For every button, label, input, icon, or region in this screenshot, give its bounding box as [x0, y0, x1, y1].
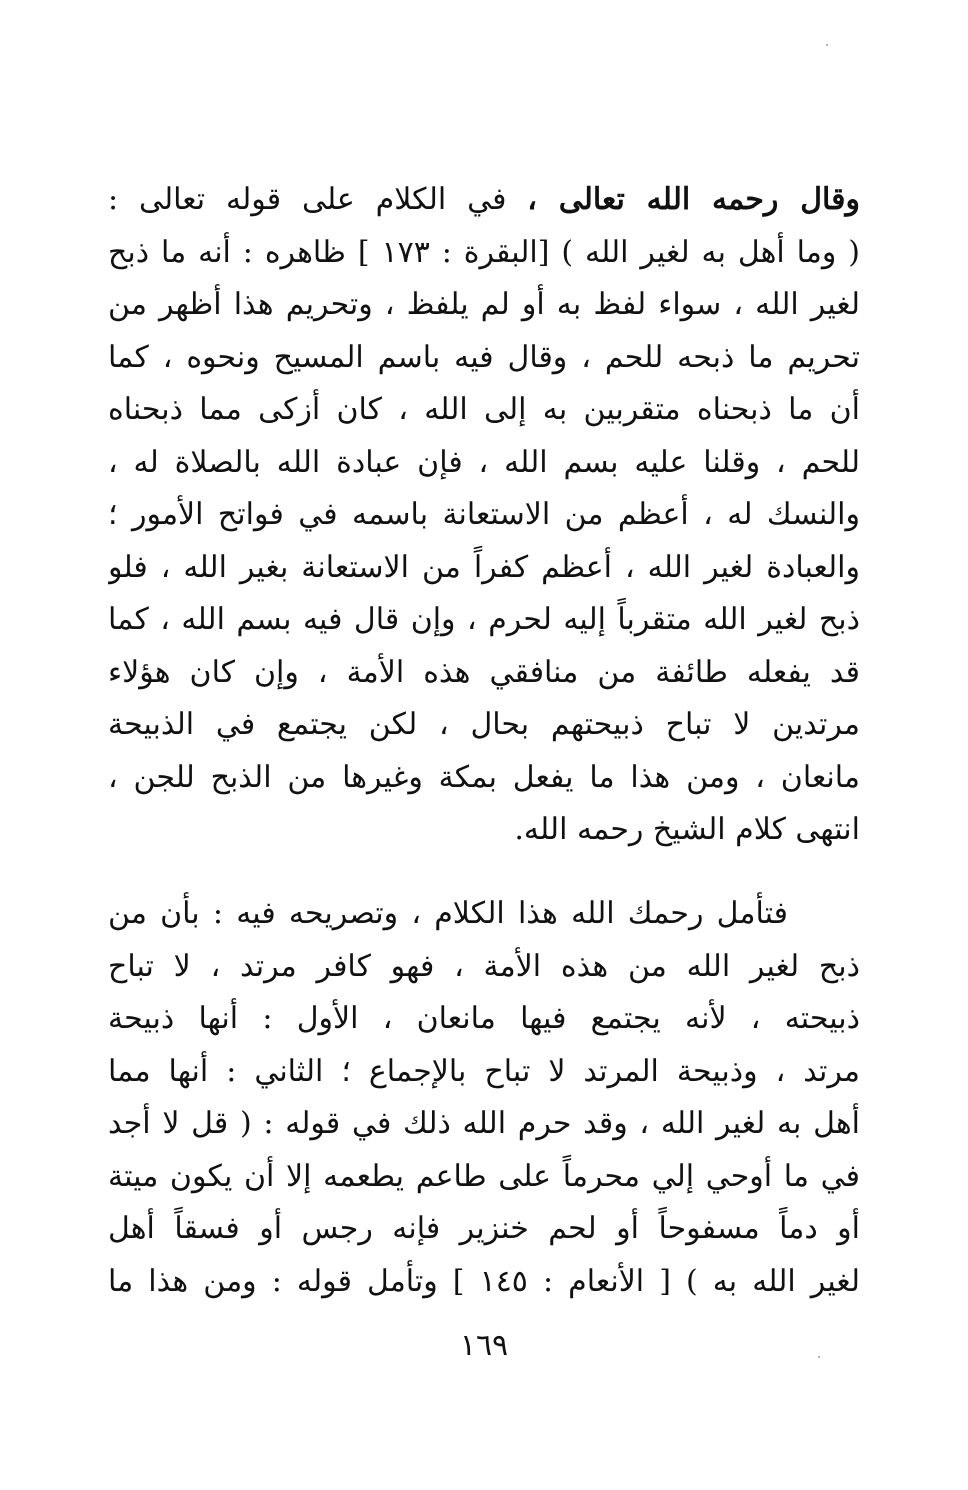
paragraph-1	[108, 174, 860, 857]
text-line: والنسك له ، أعظم من الاستعانة باسمه في فواتح الأمور ؛	[108, 497, 860, 532]
text-line: مانعان ، ومن هذا ما يفعل بمكة وغيرها من الذبح للجن ،	[108, 759, 860, 795]
text-line-rest: في الكلام على قوله تعالى :	[108, 182, 528, 217]
text-line: لغير الله به ) [ الأنعام : ١٤٥ ] وتأمل قوله : ومن هذا ما	[108, 1263, 860, 1299]
text-line: انتهى كلام الشيخ رحمه الله.	[514, 812, 860, 847]
page-number: ١٦٩	[459, 1328, 509, 1363]
text-line: لغير الله ، سواء لفظ به أو لم يلفظ ، وتحريم هذا أظهر من	[108, 287, 860, 322]
text-line: قد يفعله طائفة من منافقي هذه الأمة ، وإن كان هؤلاء	[108, 654, 860, 690]
text-line: فتأمل رحمك الله هذا الكلام ، وتصريحه فيه : بأن من	[108, 896, 788, 931]
text-line: للحم ، وقلنا عليه بسم الله ، فإن عبادة الله بالصلاة له ،	[108, 444, 860, 480]
text-line: ذبح لغير الله من هذه الأمة ، فهو كافر مرتد ، لا تباح	[108, 948, 860, 984]
text-line: أن ما ذبحناه متقربين به إلى الله ، كان أزكى مما ذبحناه	[108, 392, 860, 427]
text-line: ( وما أهل به لغير الله ) [البقرة : ١٧٣ ] ظاهره : أنه ما ذبح	[108, 234, 860, 270]
bold-lead-text: وقال رحمه الله تعالى ،	[527, 182, 860, 217]
text-line	[108, 174, 860, 227]
text-line: تحريم ما ذبحه للحم ، وقال فيه باسم المسيح ونحوه ، كما	[108, 339, 860, 375]
text-line: أو دماً مسفوحاً أو لحم خنزير فإنه رجس أو فسقاً أهل	[108, 1211, 860, 1246]
text-line: مرتد ، وذبيحة المرتد لا تباح بالإجماع ؛ الثاني : أنها مما	[108, 1053, 860, 1089]
text-line: في ما أوحي إلي محرماً على طاعم يطعمه إلا أن يكون ميتة	[108, 1158, 860, 1194]
text-line: ذبح لغير الله متقرباً إليه لحرم ، وإن قال فيه بسم الله ، كما	[108, 602, 860, 637]
text-line: أهل به لغير الله ، وقد حرم الله ذلك في قوله : ( قل لا أجد	[108, 1106, 860, 1141]
scan-speck	[826, 44, 828, 46]
text-line: والعبادة لغير الله ، أعظم كفراً من الاستعانة بغير الله ، فلو	[108, 549, 860, 585]
text-line: ذبيحته ، لأنه يجتمع فيها مانعان ، الأول : أنها ذبيحة	[108, 1001, 860, 1036]
paragraph-2	[108, 888, 860, 1308]
text-line: مرتدين لا تباح ذبيحتهم بحال ، لكن يجتمع في الذبيحة	[108, 707, 860, 742]
